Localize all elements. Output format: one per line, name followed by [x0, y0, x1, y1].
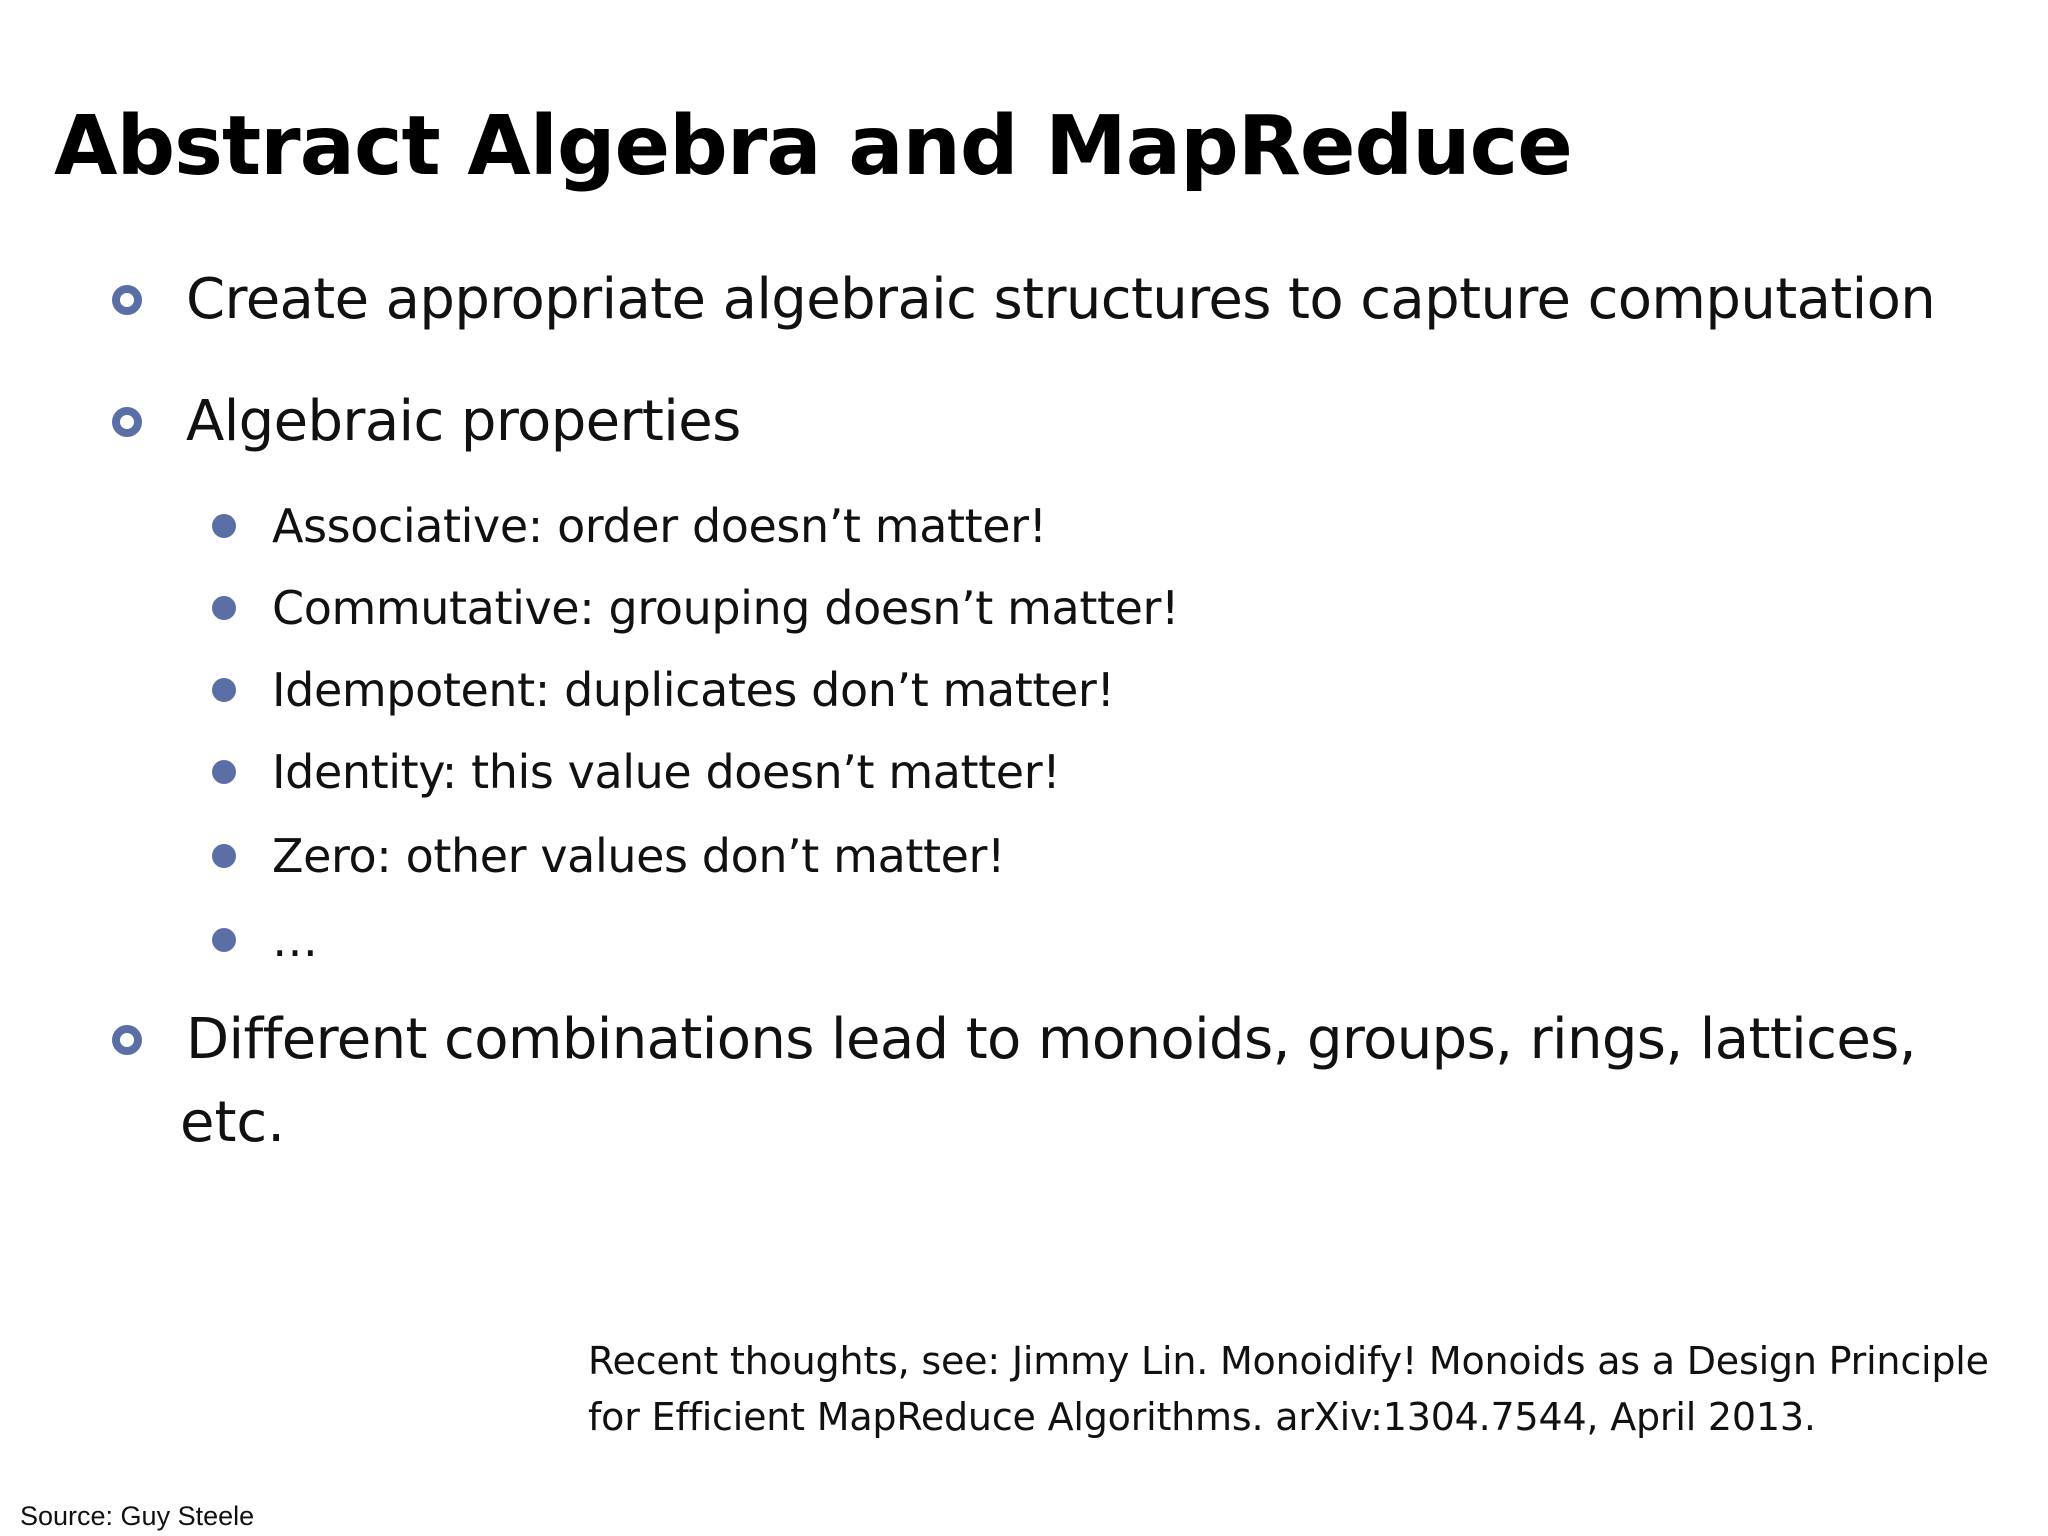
sub-bullet-item: Associative: order doesn’t matter!	[272, 499, 1047, 553]
dot-bullet-icon	[212, 760, 236, 784]
slide-title: Abstract Algebra and MapReduce	[54, 99, 1572, 194]
sub-bullet-item: Idempotent: duplicates don’t matter!	[272, 663, 1115, 717]
reference-line: for Efficient MapReduce Algorithms. arXiv:1304.7544, April 2013.	[588, 1395, 1816, 1439]
source-credit: Source: Guy Steele	[20, 1501, 255, 1531]
bullet-item: Create appropriate algebraic structures to capture computation	[186, 267, 1936, 332]
bullet-item: Algebraic properties	[186, 389, 741, 454]
dot-bullet-icon	[212, 928, 236, 952]
sub-bullet-item: Zero: other values don’t matter!	[272, 829, 1006, 883]
sub-bullet-item: Identity: this value doesn’t matter!	[272, 745, 1061, 799]
dot-bullet-icon	[212, 678, 236, 702]
sub-bullet-item: Commutative: grouping doesn’t matter!	[272, 581, 1180, 635]
sub-bullet-item: …	[272, 913, 318, 967]
bullet-item-continuation: etc.	[180, 1090, 285, 1155]
dot-bullet-icon	[212, 844, 236, 868]
dot-bullet-icon	[212, 514, 236, 538]
bullet-item: Different combinations lead to monoids, groups, rings, lattices,	[186, 1007, 1916, 1072]
ring-bullet-icon	[112, 1025, 142, 1055]
ring-bullet-icon	[112, 285, 142, 315]
ring-bullet-icon	[112, 407, 142, 437]
dot-bullet-icon	[212, 596, 236, 620]
reference-line: Recent thoughts, see: Jimmy Lin. Monoidify! Monoids as a Design Principle	[588, 1339, 1989, 1383]
